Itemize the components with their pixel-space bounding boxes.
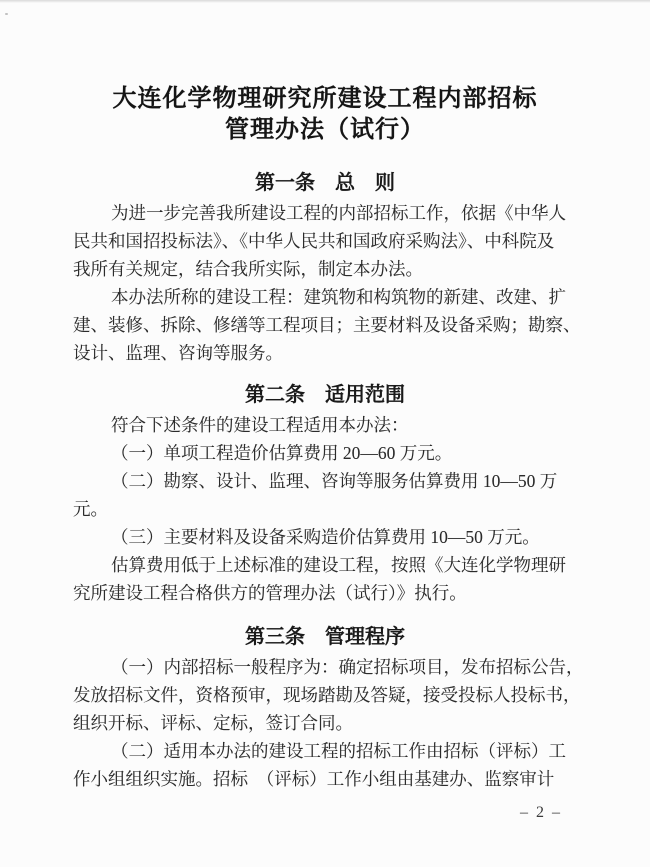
section-heading-article-3: 第三条 管理程序 [245, 626, 405, 648]
document-title-line1: 大连化学物理研究所建设工程内部招标 [112, 86, 538, 112]
section-body-article-1 [73, 199, 581, 367]
document-title [73, 84, 577, 146]
page-number: – 2 – [520, 804, 562, 821]
text-line: 元。 [73, 499, 108, 519]
text-line: （二）适用本办法的建设工程的招标工作由招标（评标）工 [111, 741, 566, 761]
text-line: 发放招标文件，资格预审，现场踏勘及答疑，接受投标人投标书， [73, 685, 581, 705]
text-line: （一）单项工程造价估算费用 20—60 万元。 [111, 443, 453, 463]
text-line: 作小组组织实施。招标 （评标）工作小组由基建办、监察审计 [73, 769, 555, 789]
text-line: （二）勘察、设计、监理、咨询等服务估算费用 10—50 万 [111, 471, 558, 491]
section-heading-article-1: 第一条 总 则 [255, 172, 395, 194]
text-line: 民共和国招投标法》、《中华人民共和国政府采购法》、中科院及 [73, 231, 555, 251]
document-title-line2: 管理办法（试行） [225, 117, 425, 143]
text-line: 符合下述条件的建设工程适用本办法： [111, 415, 409, 435]
section-body-article-3 [73, 653, 584, 793]
text-line: 我所有关规定，结合我所实际，制定本办法。 [73, 259, 423, 279]
document-content [73, 84, 584, 824]
text-line: 组织开标、评标、定标，签订合同。 [73, 713, 353, 733]
section-body-article-2 [73, 411, 577, 607]
section-heading-article-2: 第二条 适用范围 [245, 384, 405, 406]
scan-edge-artifact [0, 0, 650, 3]
text-line: 估算费用低于上述标准的建设工程，按照《大连化学物理研 [111, 555, 566, 575]
text-line: 究所建设工程合格供方的管理办法（试行）》执行。 [73, 583, 467, 603]
text-line: （一）内部招标一般程序为：确定招标项目，发布招标公告， [111, 657, 584, 677]
scan-speck-artifact [5, 13, 8, 15]
text-line: 设计、监理、咨询等服务。 [73, 343, 283, 363]
text-line: （三）主要材料及设备采购造价估算费用 10—50 万元。 [111, 527, 540, 547]
text-line: 为进一步完善我所建设工程的内部招标工作，依据《中华人 [111, 203, 566, 223]
text-line: 本办法所称的建设工程：建筑物和构筑物的新建、改建、扩 [111, 287, 566, 307]
text-line: 建、装修、拆除、修缮等工程项目；主要材料及设备采购；勘察、 [73, 315, 581, 335]
